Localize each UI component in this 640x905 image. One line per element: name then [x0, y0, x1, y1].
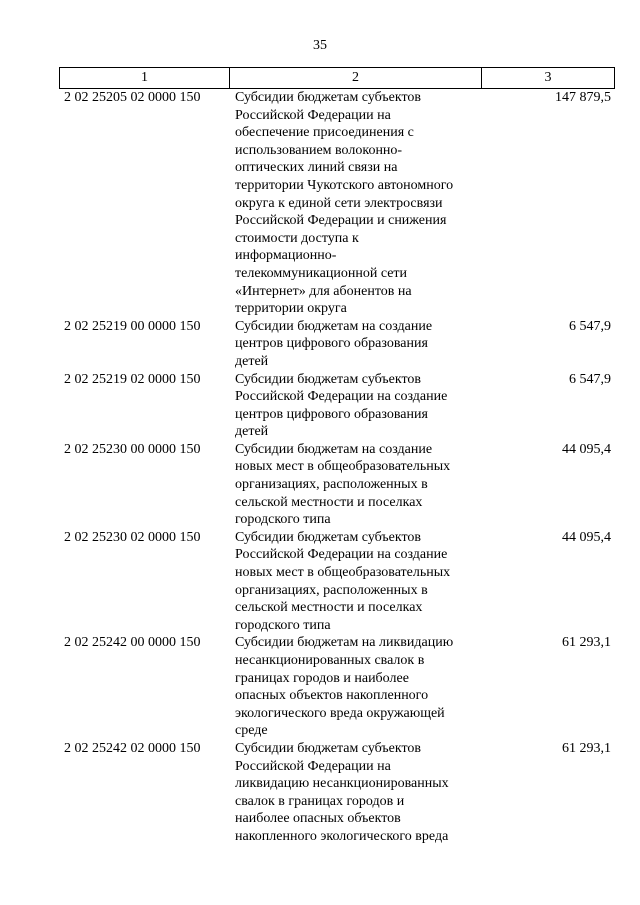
column-header-name: 2 — [230, 68, 482, 88]
column-header-code: 1 — [60, 68, 230, 88]
income-code: 2 02 25219 00 0000 150 — [64, 318, 201, 334]
budget-table — [59, 67, 615, 846]
table-row — [59, 740, 615, 846]
income-amount: 61 293,1 — [562, 635, 611, 651]
income-name: Субсидии бюджетам на ликвидацию несанкционированных свалок в границах городов и наиболее опасных объектов накопленного экологического вреда окружающей среде — [235, 635, 454, 739]
income-name: Субсидии бюджетам на создание центров цифрового образования детей — [235, 318, 433, 369]
income-name: Субсидии бюджетам на создание новых мест в общеобразовательных организациях, расположенных в сельской местности и поселках городского типа — [235, 441, 451, 528]
table-row — [59, 441, 615, 529]
income-amount: 44 095,4 — [562, 529, 611, 545]
income-amount: 147 879,5 — [555, 90, 611, 105]
income-name: Субсидии бюджетам субъектов Российской Федерации на создание новых мест в общеобразовательных организациях, расположенных в сельской местности и поселках городского типа — [235, 529, 451, 633]
table-row — [59, 634, 615, 740]
income-amount: 6 547,9 — [569, 318, 611, 334]
income-name: Субсидии бюджетам субъектов Российской Федерации на обеспечение присоединения с использованием волоконно- оптических линий связи на территории Чукотского автономного округа к единой сети электросвязи Российской Федерации и снижения стоимости доступа к информационно- телекоммуникационной сети «Интернет» для абонентов на территории округа — [235, 90, 454, 317]
income-name: Субсидии бюджетам субъектов Российской Федерации на создание центров цифрового образования детей — [235, 371, 448, 440]
table-row — [59, 318, 615, 371]
income-amount: 44 095,4 — [562, 441, 611, 457]
table-row — [59, 371, 615, 441]
income-code: 2 02 25205 02 0000 150 — [64, 90, 201, 105]
table-row — [59, 529, 615, 635]
income-code: 2 02 25230 00 0000 150 — [64, 441, 201, 457]
column-header-amount: 3 — [544, 70, 552, 85]
income-amount: 6 547,9 — [569, 371, 611, 387]
table-header-row — [59, 67, 615, 89]
income-code: 2 02 25242 00 0000 150 — [64, 635, 201, 651]
income-code: 2 02 25242 02 0000 150 — [64, 740, 201, 756]
income-name: Субсидии бюджетам субъектов Российской Федерации на ликвидацию несанкционированных свалок в границах городов и наиболее опасных объектов накопленного экологического вреда — [235, 740, 449, 844]
income-code: 2 02 25219 02 0000 150 — [64, 371, 201, 387]
table-row — [59, 89, 615, 318]
page-number: 35 — [313, 38, 327, 53]
income-code: 2 02 25230 02 0000 150 — [64, 529, 201, 545]
income-amount: 61 293,1 — [562, 740, 611, 756]
